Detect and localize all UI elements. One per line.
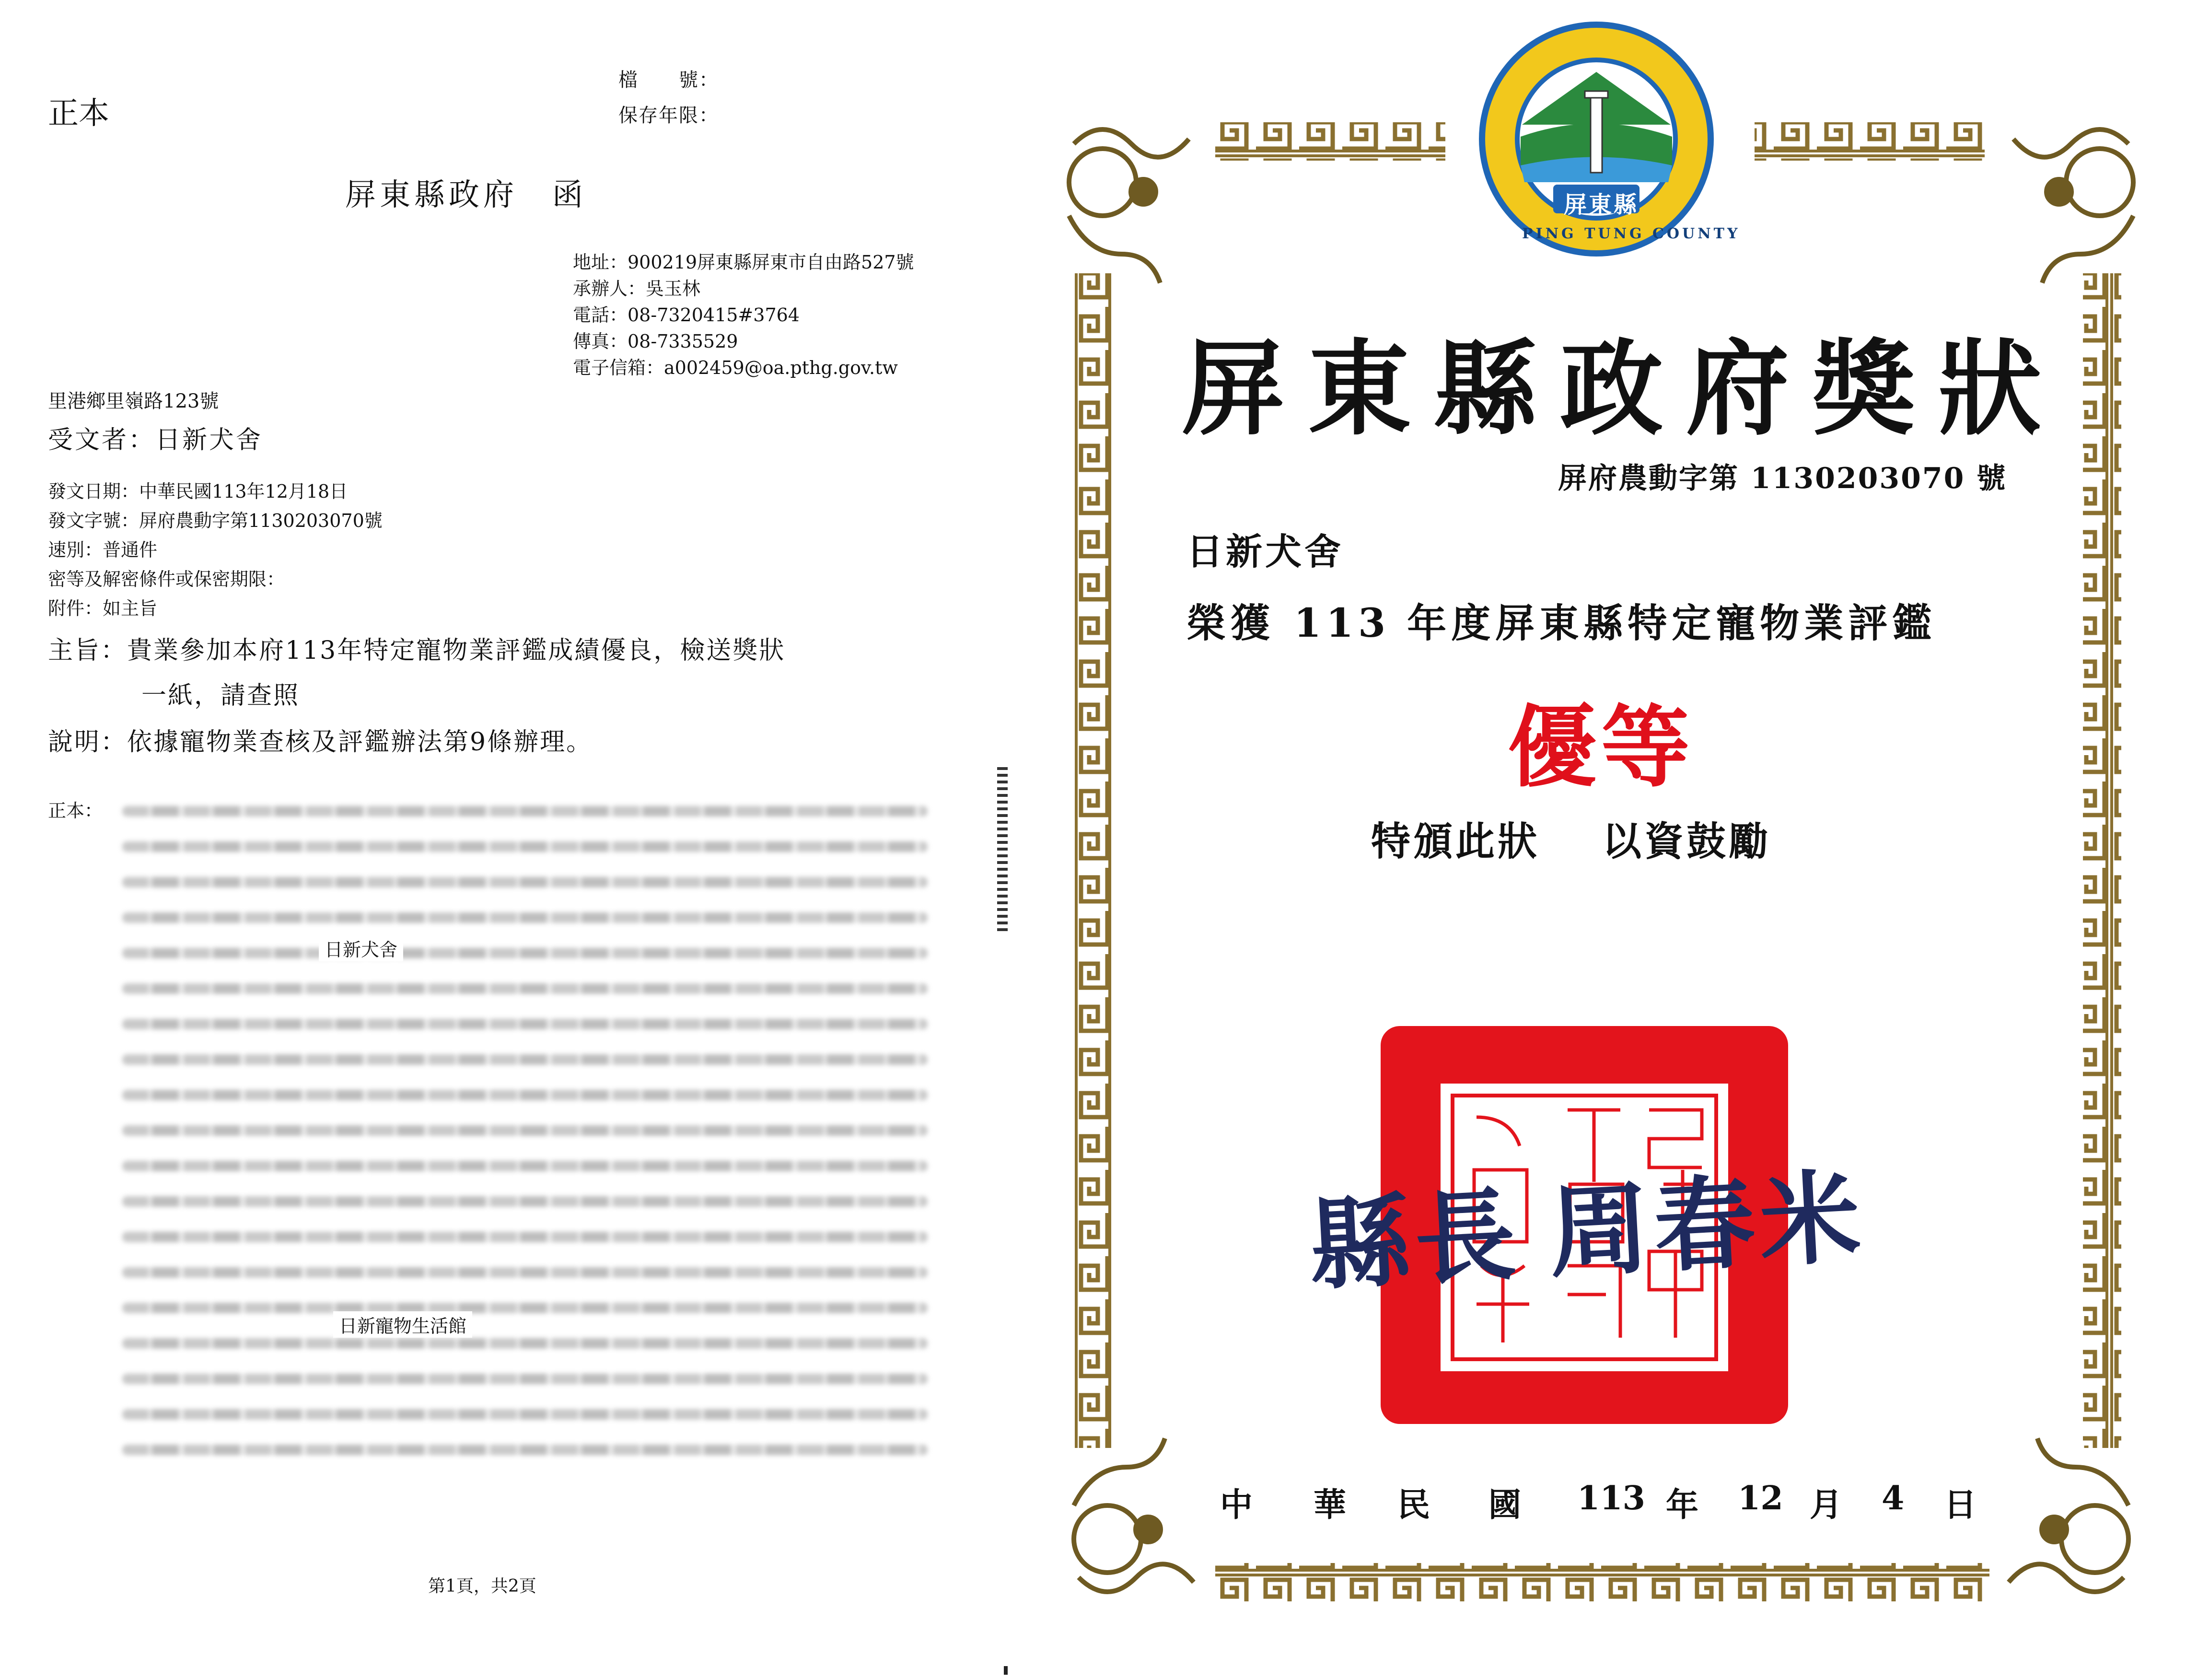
recipient: 受文者：日新犬舍 — [48, 426, 263, 455]
file-number-label: 檔 號： — [618, 69, 719, 91]
date-char-hua: 華 — [1314, 1486, 1347, 1524]
date-year: 113 — [1577, 1479, 1645, 1517]
closing-phrase — [1371, 810, 1771, 866]
contact-officer: 承辦人：吳玉林 — [573, 278, 701, 299]
date-char-yue: 月 — [1810, 1486, 1843, 1524]
award-line — [1186, 592, 1936, 648]
date-char-guo: 國 — [1488, 1486, 1522, 1524]
contact-fax: 傳真：08-7335529 — [573, 331, 738, 352]
certificate-doc-number: 屏府農動字第 1130203070 號 — [1558, 462, 2007, 495]
recipient-address: 里港鄉里嶺路123號 — [48, 390, 219, 412]
explanation: 說明：依據寵物業查核及評鑑辦法第9條辦理。 — [48, 728, 593, 757]
mayor-signature — [1305, 1136, 1868, 1310]
date-month: 12 — [1738, 1479, 1783, 1517]
certificate-title: 屏東縣政府獎狀 — [1182, 328, 2064, 449]
closing-part-1: 特頒此狀 — [1371, 818, 1540, 864]
dispatch-number: 發文字號：屏府農動字第1130203070號 — [48, 510, 383, 531]
award-prefix: 榮獲 — [1186, 600, 1275, 646]
confidentiality: 密等及解密條件或保密期限： — [48, 569, 285, 590]
frame-left — [1074, 273, 1112, 1448]
date-day: 4 — [1882, 1479, 1905, 1517]
corner-ornament-bottom-right — [2009, 1438, 2128, 1592]
frame-bottom — [1215, 1563, 1989, 1601]
attachment: 附件：如主旨 — [48, 598, 158, 619]
cc-visible-name-1: 日新犬舍 — [319, 935, 403, 961]
subject-line-2: 一紙，請查照 — [141, 681, 300, 710]
contact-phone: 電話：08-7320415#3764 — [573, 304, 800, 326]
date-char-nian: 年 — [1666, 1486, 1699, 1524]
signature-name: 周春米 — [1546, 1157, 1868, 1292]
emblem-ring-text: PING TUNG COUNTY — [1522, 225, 1741, 242]
date-char-zhong: 中 — [1220, 1486, 1253, 1524]
corner-ornament-top-right — [2013, 129, 2133, 283]
contact-address: 地址：900219屏東縣屏東市自由路527號 — [573, 252, 914, 273]
frame-right — [2083, 273, 2121, 1448]
contact-email: 電子信箱：a002459@oa.pthg.gov.tw — [573, 357, 898, 378]
cc-label: 正本： — [48, 800, 103, 821]
award-grade: 優等 — [1508, 695, 1695, 799]
cc-visible-name-2: 日新寵物生活館 — [333, 1311, 472, 1338]
signature-title: 縣長 — [1306, 1175, 1523, 1305]
subject-line-1: 主旨：貴業參加本府113年特定寵物業評鑑成績優良，檢送獎狀 — [48, 636, 786, 665]
frame-top-right — [1755, 122, 1985, 161]
delivery-speed: 速別：普通件 — [48, 539, 158, 560]
date-char-ri: 日 — [1944, 1486, 1977, 1524]
dispatch-date: 發文日期：中華民國113年12月18日 — [48, 481, 348, 502]
date-char-min: 民 — [1397, 1486, 1430, 1524]
retention-label: 保存年限： — [618, 105, 719, 127]
award-suffix: 年度屏東縣特定寵物業評鑑 — [1407, 600, 1937, 646]
certificate-recipient: 日新犬舍 — [1186, 530, 1344, 573]
frame-top-left — [1215, 122, 1445, 161]
emblem-label: 屏東縣 — [1564, 191, 1639, 218]
page-indicator: 第1頁，共2頁 — [428, 1576, 536, 1596]
county-emblem — [1479, 22, 1714, 257]
copy-mark: 正本 — [48, 96, 109, 131]
corner-ornament-bottom-left — [1074, 1438, 1194, 1592]
letter-title: 屏東縣政府 函 — [345, 177, 587, 213]
corner-ornament-top-left — [1069, 129, 1189, 283]
award-year: 113 — [1294, 600, 1391, 646]
closing-part-2: 以資鼓勵 — [1602, 818, 1771, 864]
